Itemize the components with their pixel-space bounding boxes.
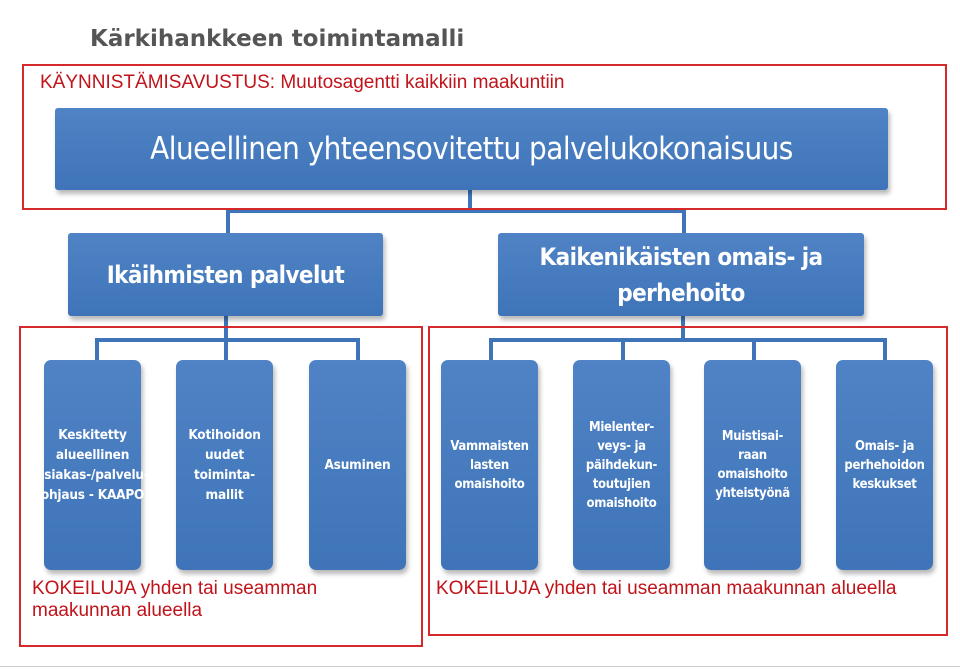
- left-branch-box: [68, 233, 383, 316]
- leaf-omais-perhehoidon: [836, 360, 933, 570]
- left-branch-title: Ikäihmisten palvelut: [106, 260, 345, 289]
- leaf-kaapo: [36, 360, 149, 570]
- leaf-kotihoito: [176, 360, 273, 570]
- leaf-muistisairaan-label: Muistisai-raan omaishoito yhteistyönä: [715, 429, 790, 501]
- bottom-divider: [0, 666, 960, 667]
- top-frame-label: KÄYNNISTÄMISAVUSTUS: Muutosagentti kaikkiin maakuntiin: [40, 72, 565, 93]
- right-branch-box: [498, 233, 864, 316]
- top-service-box-label: Alueellinen yhteensovitettu palvelukokonaisuus: [150, 131, 793, 167]
- leaf-omais-perhehoidon-label: Omais- ja perhehoidon keskukset: [844, 438, 925, 492]
- right-branch-title: Kaikenikäisten omais- ja perhehoito: [539, 242, 823, 307]
- leaf-kaapo-label: Keskitetty alueellinen asiakas-/palvelu-ohjaus - KAAPO: [36, 427, 149, 503]
- right-frame-label: KOKEILUJA yhden tai useamman maakunnan alueella: [436, 578, 897, 599]
- leaf-vammaisten-lasten-label: Vammaisten lasten omaishoito: [450, 438, 529, 492]
- leaf-asuminen: [309, 360, 406, 570]
- connector-top-right-drop: [682, 209, 686, 233]
- leaf-kotihoito-label: Kotihoidon uudet toiminta-mallit: [188, 427, 261, 503]
- left-frame-label: KOKEILUJA yhden tai useamman maakunnan alueella: [32, 578, 318, 621]
- top-service-box: [55, 108, 888, 190]
- leaf-vammaisten-lasten: [441, 360, 538, 570]
- leaf-muistisairaan: [704, 360, 801, 570]
- diagram-title: Kärkihankkeen toimintamalli: [90, 26, 465, 52]
- leaf-asuminen-label: Asuminen: [324, 457, 391, 473]
- connector-top-left-drop: [226, 209, 230, 233]
- leaf-mielenterveys-label: Mielenter-veys- ja päihdekun-toutujien omaishoito: [585, 419, 658, 511]
- leaf-mielenterveys: [573, 360, 670, 570]
